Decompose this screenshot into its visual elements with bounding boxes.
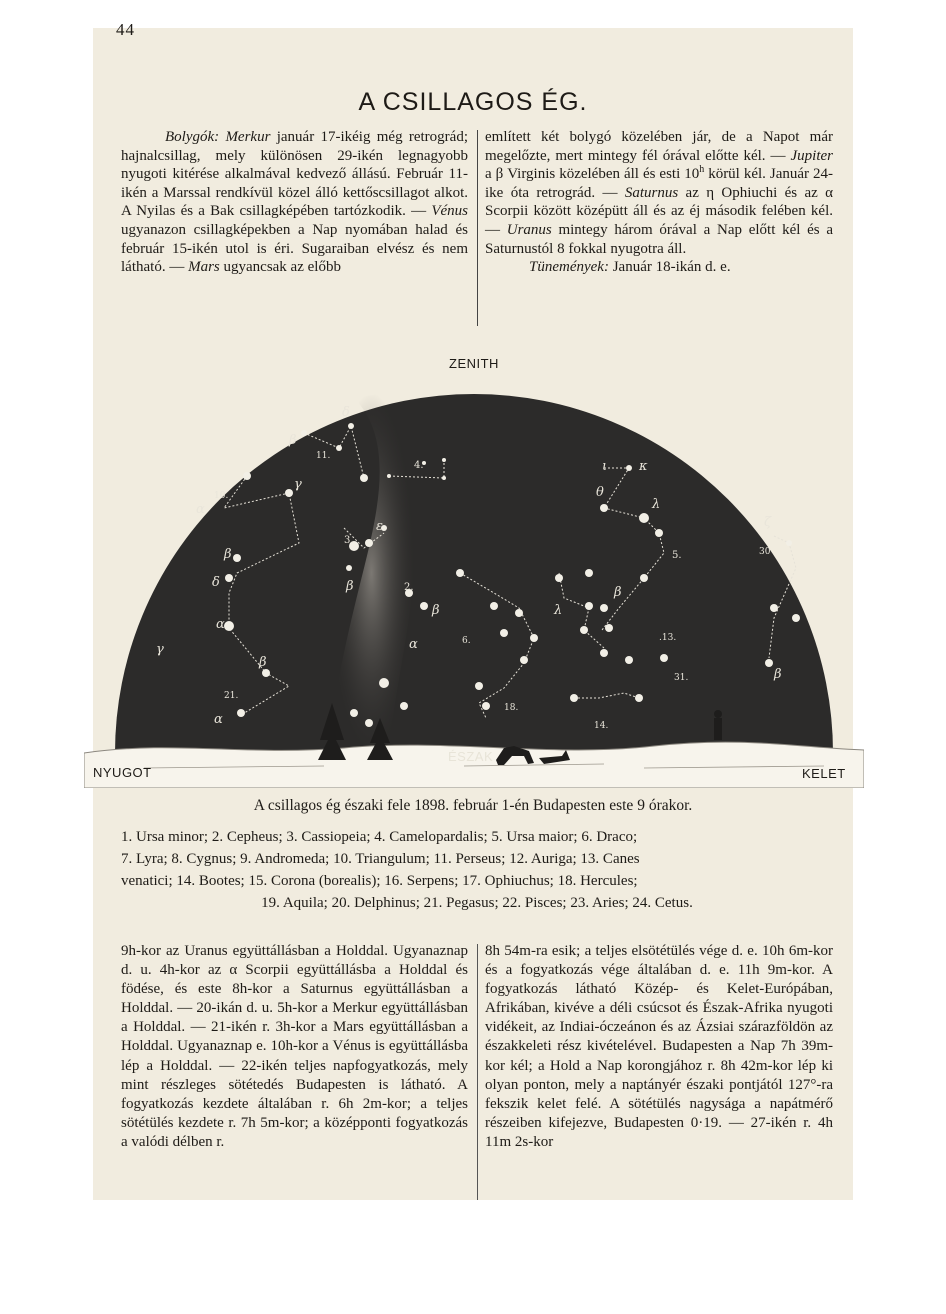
svg-text:β: β bbox=[614, 585, 622, 600]
star-mark bbox=[792, 614, 800, 622]
star-mark bbox=[301, 430, 307, 436]
svg-text:α: α bbox=[196, 502, 205, 517]
star-mark bbox=[348, 423, 354, 429]
star-mark bbox=[456, 569, 464, 577]
star-mark bbox=[625, 656, 633, 664]
svg-text:β: β bbox=[774, 667, 782, 682]
star-mark bbox=[482, 702, 490, 710]
svg-text:γ: γ bbox=[156, 642, 164, 657]
star-mark bbox=[660, 654, 668, 662]
star-mark bbox=[350, 709, 358, 717]
star-mark bbox=[520, 656, 528, 664]
svg-text:δ: δ bbox=[212, 575, 220, 590]
svg-text:ζ: ζ bbox=[764, 515, 772, 530]
star-mark bbox=[225, 574, 233, 582]
star-mark bbox=[580, 626, 588, 634]
star-mark bbox=[442, 476, 446, 480]
venus-name: Vénus bbox=[431, 203, 468, 220]
star-mark bbox=[585, 569, 593, 577]
svg-text:κ: κ bbox=[639, 459, 648, 474]
star-mark bbox=[365, 719, 373, 727]
star-mark bbox=[570, 694, 578, 702]
mars-name: Mars bbox=[188, 259, 220, 276]
svg-text:α: α bbox=[214, 712, 223, 727]
svg-text:ε: ε bbox=[376, 519, 383, 534]
column-divider bbox=[477, 130, 478, 326]
svg-text:β: β bbox=[289, 433, 297, 448]
star-mark bbox=[490, 602, 498, 610]
star-mark bbox=[365, 539, 373, 547]
zenith-label: ZENITH bbox=[449, 356, 499, 371]
svg-text:ι: ι bbox=[602, 459, 608, 474]
svg-text:14.: 14. bbox=[594, 721, 609, 731]
svg-text:β: β bbox=[432, 603, 440, 618]
star-mark bbox=[262, 669, 270, 677]
star-mark bbox=[379, 678, 389, 688]
star-mark bbox=[530, 634, 538, 642]
star-mark bbox=[420, 602, 428, 610]
svg-text:β: β bbox=[224, 547, 232, 562]
star-mark bbox=[500, 629, 508, 637]
legend-line: venatici; 14. Bootes; 15. Corona (borealis); 16. Serpens; 17. Ophiuchus; 18. Hercules; bbox=[121, 873, 638, 889]
svg-text:11.: 11. bbox=[316, 451, 331, 461]
svg-text:β: β bbox=[259, 655, 267, 670]
star-mark bbox=[442, 458, 446, 462]
star-mark bbox=[600, 604, 608, 612]
jupiter-text-2: körül kél. Január 24-ike óta retrográd. — bbox=[485, 166, 833, 201]
star-mark bbox=[285, 489, 293, 497]
svg-text:4.: 4. bbox=[414, 460, 424, 471]
svg-text:31.: 31. bbox=[674, 673, 689, 683]
star-mark bbox=[626, 465, 632, 471]
svg-text:21.: 21. bbox=[224, 691, 239, 701]
star-mark bbox=[336, 445, 342, 451]
star-mark bbox=[237, 709, 245, 717]
constellation-legend bbox=[121, 826, 833, 914]
svg-text:γ: γ bbox=[294, 477, 302, 492]
star-mark bbox=[600, 649, 608, 657]
star-mark bbox=[233, 554, 241, 562]
star-mark bbox=[515, 609, 523, 617]
star-mark bbox=[640, 574, 648, 582]
hour-mark: h bbox=[699, 164, 705, 176]
star-mark bbox=[585, 602, 593, 610]
uranus-name: Uranus bbox=[506, 221, 552, 238]
star-mark bbox=[243, 472, 251, 480]
svg-text:α: α bbox=[409, 637, 418, 652]
uranus-text: mintegy három órával a Nap előtt kél és a Saturnustól 8 fokkal nyugotra áll. bbox=[485, 221, 834, 257]
sky-dome bbox=[115, 394, 833, 753]
svg-text:18.: 18. bbox=[504, 703, 519, 713]
saturn-text: az η Ophiuchi és az α Scorpii között középütt áll és az éj második felében kél. — bbox=[485, 184, 834, 238]
venus-text: ugyanazon csillagképekben a Nap nyomában halad és február 15-ikén utol is éri. Sugaraiban elvész és nem látható. — bbox=[121, 221, 468, 276]
svg-text:2.: 2. bbox=[404, 582, 414, 593]
north-label: ÉSZAK bbox=[448, 749, 494, 764]
svg-text:α: α bbox=[216, 617, 225, 632]
legend-line: 19. Aquila; 20. Delphinus; 21. Pegasus; 22. Pisces; 23. Aries; 24. Cetus. bbox=[261, 895, 693, 911]
star-mark bbox=[639, 513, 649, 523]
standing-figure bbox=[714, 710, 722, 740]
jupiter-name: Jupiter bbox=[790, 147, 833, 164]
column-divider-bottom bbox=[477, 944, 478, 1200]
mars-text: ugyancsak az előbb bbox=[219, 259, 341, 276]
jupiter-text: a β Virginis közelében áll és esti 10 bbox=[485, 166, 700, 183]
svg-text:θ: θ bbox=[596, 485, 604, 500]
intro-left-column bbox=[121, 128, 468, 277]
phenomena-heading: Tüneménуek: bbox=[529, 259, 609, 276]
mercury-text: január 17-ikéig még retrográd; hajnalcsillag, mely különösen 29-ikén legnagyobb nyugoti kitérése alkalmával kedvező állású. Február 11-ikén a Marssal rendkívül közel álló kettőscsillagot alkot. A Nyilas és a Bak csillagképében tartózkodik. — bbox=[121, 129, 469, 220]
legend-line: 1. Ursa minor; 2. Cepheus; 3. Cassiopeia; 4. Camelopardalis; 5. Ursa maior; 6. Draco; bbox=[121, 829, 638, 845]
svg-text:30: 30 bbox=[759, 547, 771, 557]
star-chart bbox=[84, 368, 864, 788]
west-label: NYUGOT bbox=[93, 765, 152, 780]
star-mark bbox=[475, 682, 483, 690]
star-mark bbox=[786, 540, 792, 546]
phenomena-text: Január 18-ikán d. e. bbox=[608, 259, 731, 276]
east-label: KELET bbox=[802, 766, 846, 781]
star-mark bbox=[555, 574, 563, 582]
saturn-name: Saturnus bbox=[624, 184, 679, 201]
bottom-right-column: 8h 54m-ra esik; a teljes elsötétülés vége d. e. 10h 6m-kor és a fogyatkozás vége általában d. e. 11h 9m-kor. A fogyatkozás látható Közép- és Kelet-Európában, Afrikában, kivéve a déli csúcsot és Észak-Afrika nyugoti vidékeit, az Indiai-óczeánon és az Ázsiai szárazföldön az északkeleti rész kivételével. Budapesten a Nap 7h 39m-kor kél; a Hold a Nap korongjához r. 8h 42m-kor lép ki olyan ponton, mely a naptányér északi pontjától 127°-ra fekszik kelet felé. A sötétülés nagysága a napátmérő részeiben kifejezve, Budapesten 0·19. — 27-ikén r. 4h 11m 2s-kor bbox=[485, 943, 833, 1150]
bottom-left-column: 9h-kor az Uranus együttállásban a Holddal. Ugyanaznap d. u. 4h-kor az α Scorpii együttállásba a Holddal és födése, és este 8h-kor a Saturnus együttállásban a Holddal. — 20-ikán d. u. 5h-kor a Merkur együttállásban a Holddal. — 21-ikén r. 3h-kor a Mars együttállásban a Holddal. Ugyanaznap e. 10h-kor a Vénus is együttállásba lép a Holddal. — 22-ikén teljes napfogyatkozás, mely mint részleges sötétedés Budapesten is látható. A fogyatkozás kezdete általában r. 6h 2m-kor; a teljes sötétülés kezdete r. 7h 5m-kor; a középponti fogyatkozás a valódi délben r. bbox=[121, 943, 468, 1150]
svg-text:.13.: .13. bbox=[659, 633, 677, 643]
star-mark bbox=[387, 474, 391, 478]
planets-heading: Bolygók: bbox=[165, 129, 220, 145]
page-number: 44 bbox=[116, 20, 135, 39]
star-mark bbox=[635, 694, 643, 702]
svg-text:10.: 10. bbox=[214, 491, 229, 501]
page-title: A CSILLAGOS ÉG. bbox=[358, 88, 588, 116]
figure-caption: A csillagos ég északi fele 1898. február 1-én Budapesten este 9 órakor. bbox=[253, 797, 693, 814]
star-mark bbox=[605, 624, 613, 632]
svg-text:3.: 3. bbox=[344, 535, 354, 546]
svg-text:5.: 5. bbox=[672, 550, 682, 561]
svg-text:λ: λ bbox=[652, 497, 661, 512]
mars-continued: említett két bolygó közelében jár, de a Napot már megelőzte, mert mintegy fél órával előtte kél. — bbox=[485, 129, 833, 164]
star-mark bbox=[770, 604, 778, 612]
svg-text:λ: λ bbox=[554, 603, 563, 618]
star-mark bbox=[400, 702, 408, 710]
star-mark bbox=[600, 504, 608, 512]
mercury-name: Merkur bbox=[225, 129, 271, 145]
star-mark bbox=[655, 529, 663, 537]
svg-text:β: β bbox=[346, 579, 354, 594]
star-mark bbox=[360, 474, 368, 482]
legend-line: 7. Lyra; 8. Cygnus; 9. Andromeda; 10. Triangulum; 11. Perseus; 12. Auriga; 13. Canes bbox=[121, 851, 640, 867]
star-mark bbox=[224, 621, 234, 631]
intro-right-column bbox=[485, 128, 833, 277]
svg-text:δ: δ bbox=[342, 405, 350, 420]
star-mark bbox=[346, 565, 352, 571]
svg-text:6.: 6. bbox=[462, 636, 471, 646]
star-mark bbox=[765, 659, 773, 667]
